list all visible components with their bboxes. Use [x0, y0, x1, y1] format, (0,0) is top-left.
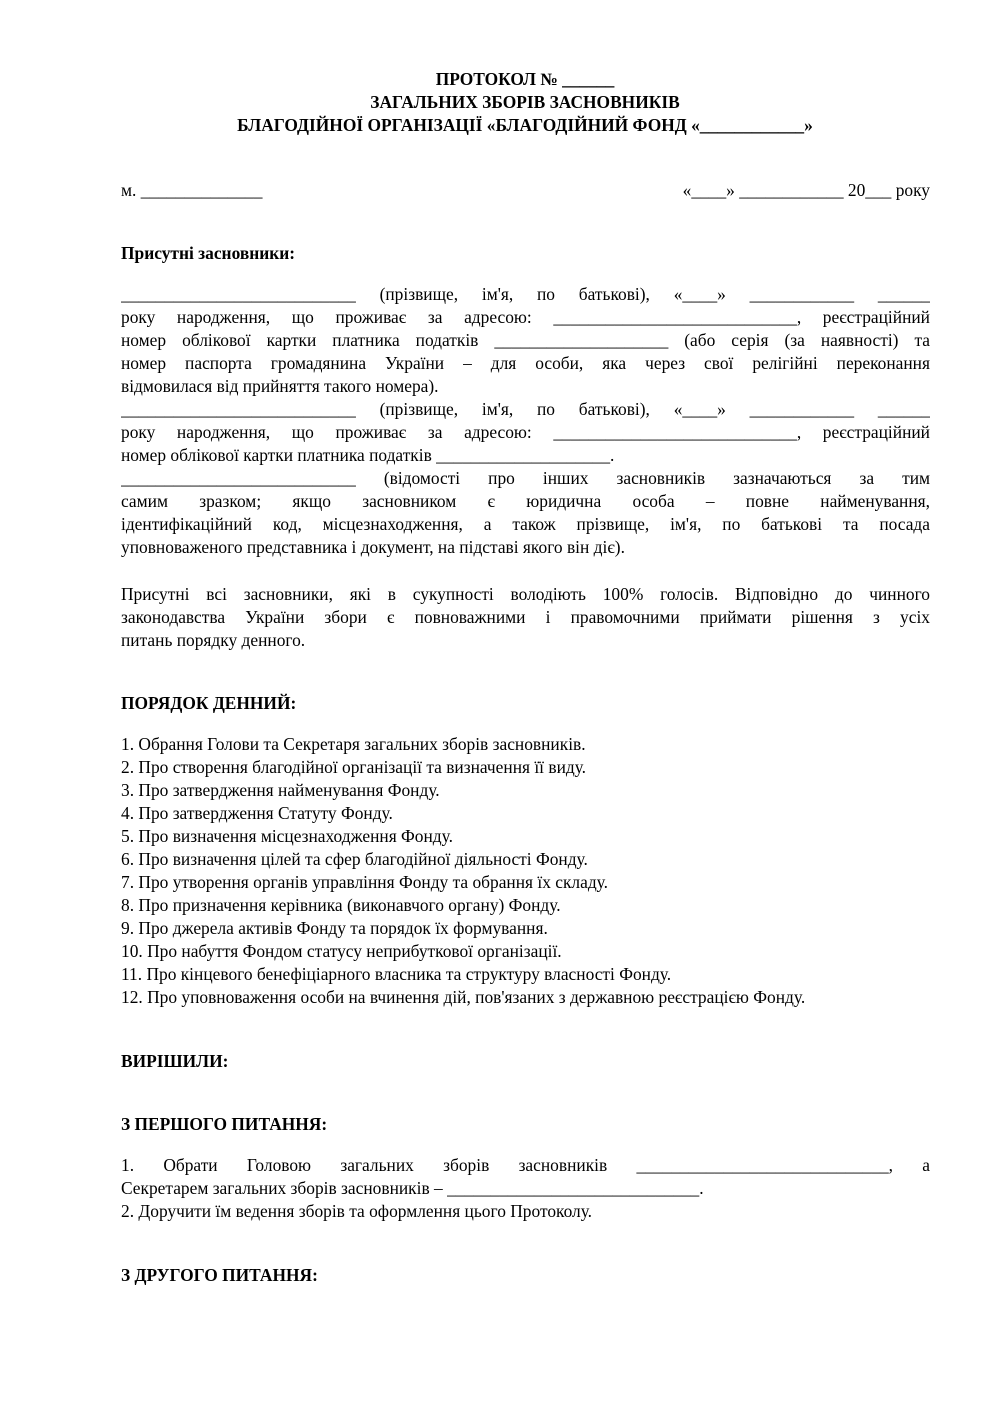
founder-line: самим зразком; якщо засновником є юридична особа – повне найменування,	[121, 491, 930, 511]
founder-line: номер облікової картки платника податків ____________________.	[121, 445, 615, 465]
agenda-item: 10. Про набуття Фондом статусу неприбуткової організації.	[121, 941, 562, 961]
agenda-item: 2. Про створення благодійної організації та визначення її виду.	[121, 757, 587, 777]
founder-line: року народження, що проживає за адресою: ____________________________, реєстраційний	[121, 307, 930, 327]
first-question-line: Секретарем загальних зборів засновників – _____________________________.	[121, 1178, 704, 1198]
place-field: м. ______________	[121, 180, 263, 200]
agenda-item: 1. Обрання Голови та Секретаря загальних зборів засновників.	[121, 734, 586, 754]
agenda-item: 7. Про утворення органів управління Фонду та обрання їх складу.	[121, 872, 608, 892]
founder-line: року народження, що проживає за адресою: ____________________________, реєстраційний	[121, 422, 930, 442]
agenda-item: 6. Про визначення цілей та сфер благодійної діяльності Фонду.	[121, 849, 588, 869]
first-question-line: 2. Доручити їм ведення зборів та оформлення цього Протоколу.	[121, 1201, 593, 1221]
quorum-line: законодавства України збори є повноважними і правомочними приймати рішення з усіх	[121, 607, 930, 627]
founder-line: номер паспорта громадянина України – для особи, яка через свої релігійні переконання	[121, 353, 930, 373]
agenda-item: 9. Про джерела активів Фонду та порядок їх формування.	[121, 918, 548, 938]
first-question-line: 1. Обрати Головою загальних зборів засновників _____________________________, а	[121, 1155, 930, 1175]
agenda-item: 3. Про затвердження найменування Фонду.	[121, 780, 440, 800]
agenda-item: 5. Про визначення місцезнаходження Фонду.	[121, 826, 453, 846]
second-question-heading: З ДРУГОГО ПИТАННЯ:	[121, 1265, 318, 1285]
founder-line: ___________________________ (прізвище, ім'я, по батькові), «____» ____________ ______	[121, 399, 930, 419]
header-meeting-title: ЗАГАЛЬНИХ ЗБОРІВ ЗАСНОВНИКІВ	[370, 92, 680, 112]
founder-line: ___________________________ (відомості про інших засновників зазначаються за тим	[121, 468, 930, 488]
document-header	[120, 68, 930, 137]
agenda-heading: ПОРЯДОК ДЕННИЙ:	[121, 693, 297, 713]
header-protocol-number: ПРОТОКОЛ № ______	[435, 69, 615, 89]
decided-heading: ВИРІШИЛИ:	[121, 1051, 229, 1071]
quorum-line: Присутні всі засновники, які в сукупності володіють 100% голосів. Відповідно до чинного	[121, 584, 930, 604]
founder-line: ідентифікаційний код, місцезнаходження, а також прізвище, ім'я, по батькові та посада	[121, 514, 930, 534]
founder-line: уповноваженого представника і документ, на підставі якого він діє).	[121, 537, 625, 557]
agenda-item: 4. Про затвердження Статуту Фонду.	[121, 803, 393, 823]
present-founders-heading: Присутні засновники:	[121, 243, 296, 263]
agenda-item: 8. Про призначення керівника (виконавчого органу) Фонду.	[121, 895, 561, 915]
date-field: «____» ____________ 20___ року	[682, 180, 930, 200]
founder-line: ___________________________ (прізвище, ім'я, по батькові), «____» ____________ ______	[121, 284, 930, 304]
quorum-line: питань порядку денного.	[121, 630, 306, 650]
first-question-heading: З ПЕРШОГО ПИТАННЯ:	[121, 1114, 328, 1134]
agenda-item: 12. Про уповноваження особи на вчинення дій, пов'язаних з державною реєстрацією Фонду.	[121, 987, 806, 1007]
agenda-item: 11. Про кінцевого бенефіціарного власника та структуру власності Фонду.	[121, 964, 672, 984]
founder-line: відмовилася від прийняття такого номера).	[121, 376, 439, 396]
founder-line: номер облікової картки платника податків ____________________ (або серія (за наявності) та	[121, 330, 930, 350]
header-organization-name: БЛАГОДІЙНОЇ ОРГАНІЗАЦІЇ «БЛАГОДІЙНИЙ ФОНД «____________»	[237, 115, 813, 135]
